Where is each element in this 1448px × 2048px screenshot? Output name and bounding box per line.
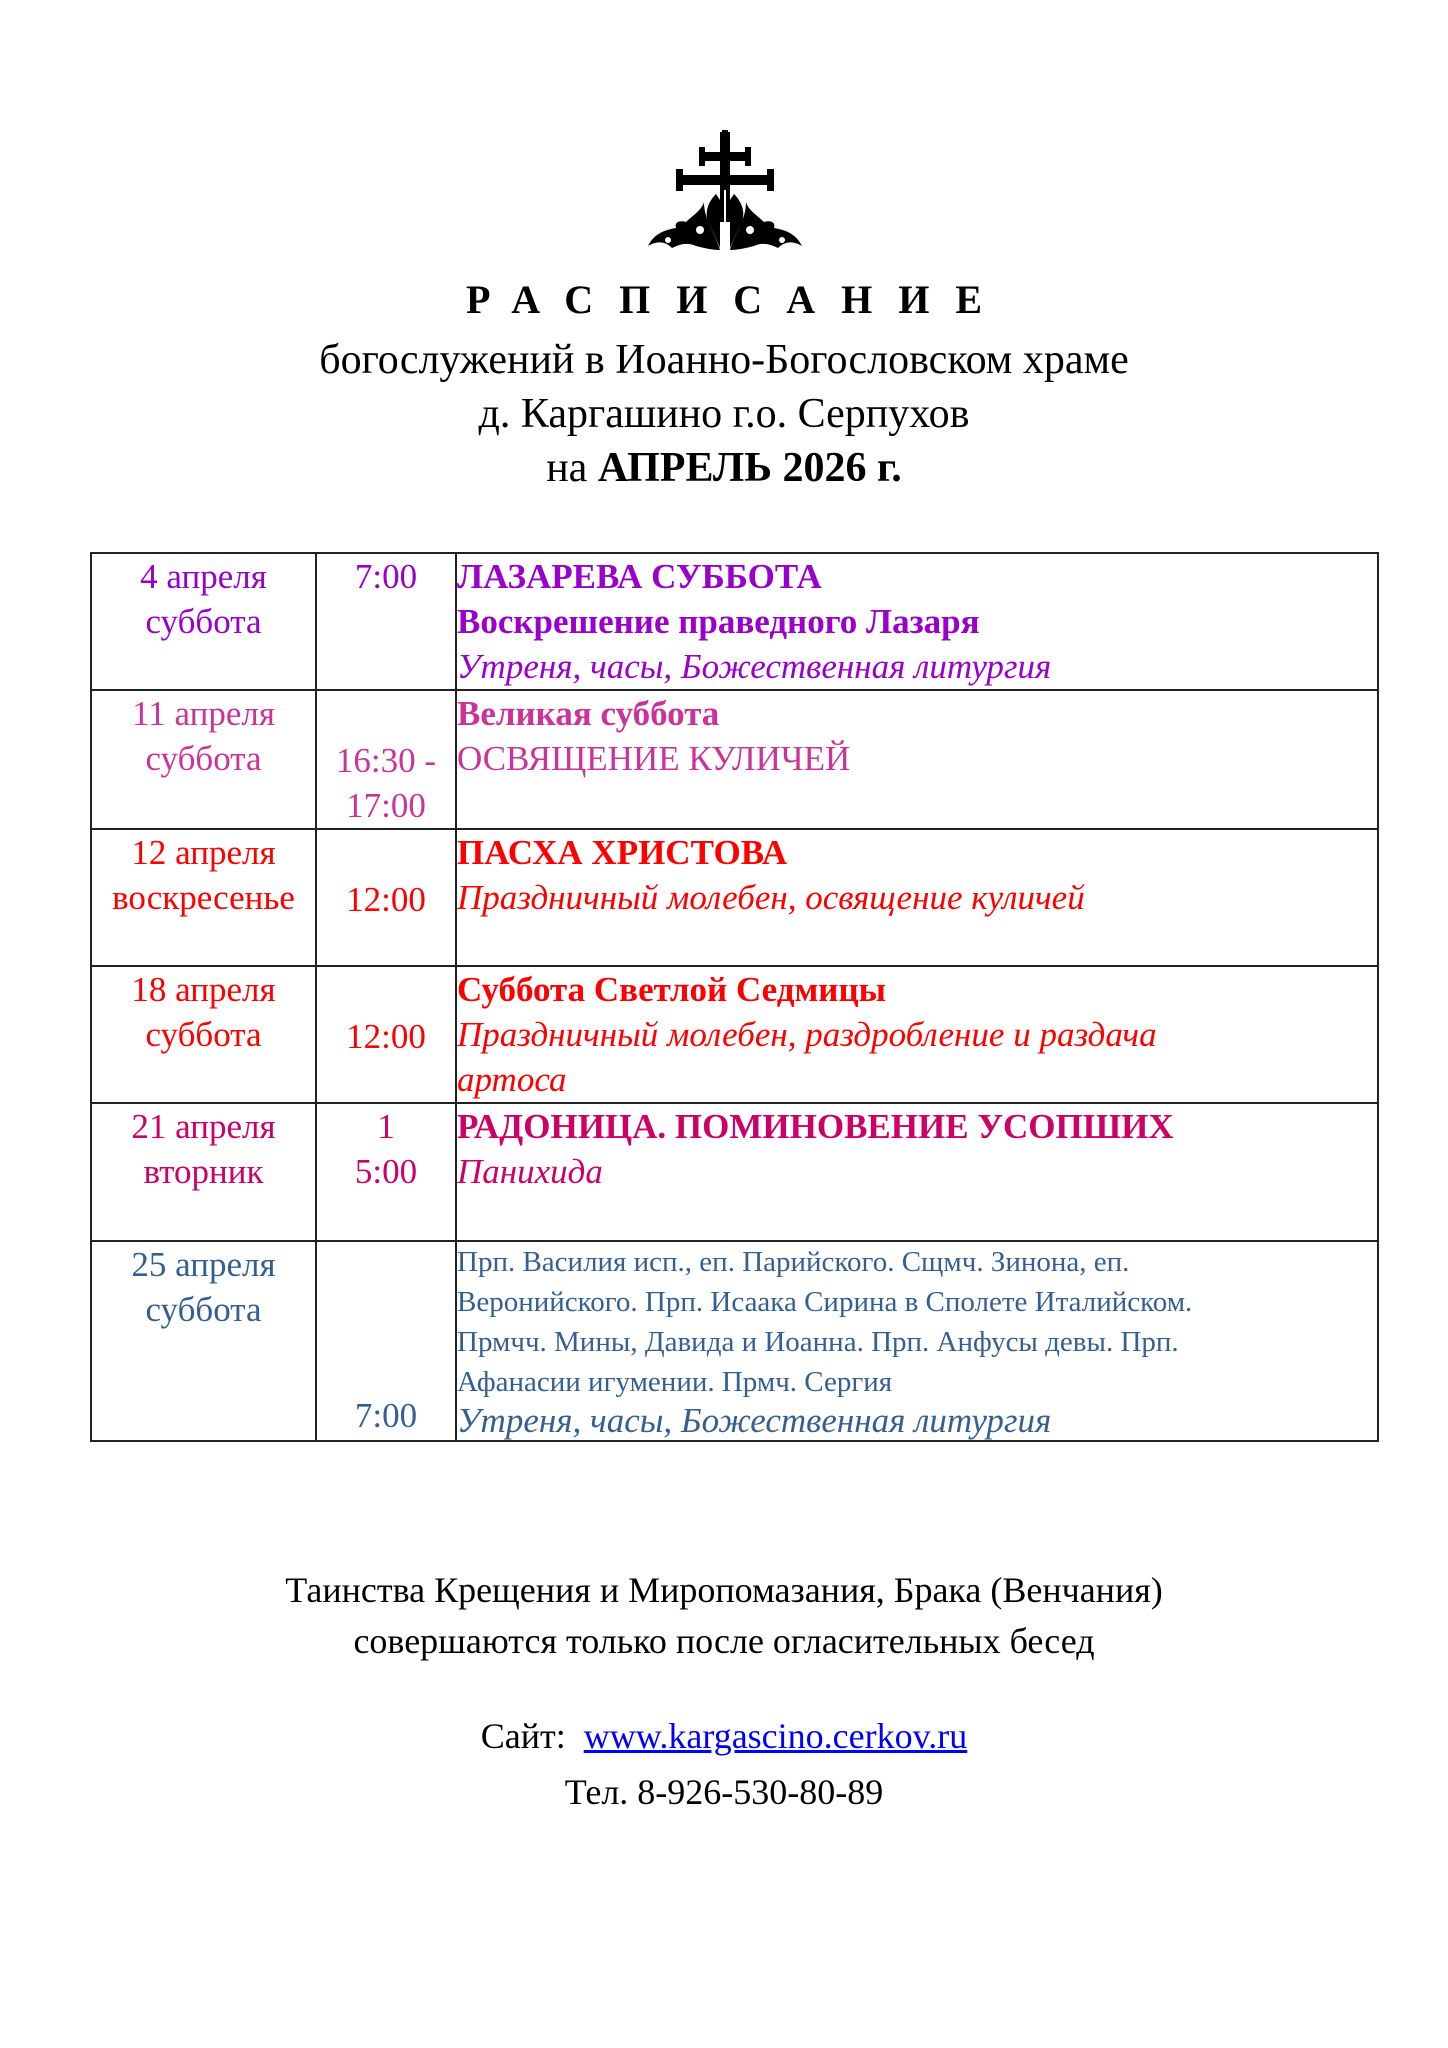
date: 4 апреля: [140, 557, 267, 596]
date: 21 апреля: [131, 1107, 276, 1146]
page-title: РАСПИСАНИЕ: [465, 277, 1008, 322]
service-name: ОСВЯЩЕНИЕ КУЛИЧЕЙ: [457, 739, 851, 778]
service-cell: [456, 1241, 1378, 1441]
table-row: [91, 829, 1378, 966]
subtitle-church: богослужений в Иоанно-Богословском храме: [319, 337, 1129, 383]
date-cell: [91, 1241, 316, 1441]
weekday: суббота: [145, 602, 262, 641]
orthodox-cross-ornament-icon: [644, 130, 806, 256]
feast-title: Великая суббота: [457, 694, 720, 733]
month-prefix: на: [546, 445, 588, 491]
date: 12 апреля: [131, 833, 276, 872]
service-cell: [456, 829, 1378, 966]
date: 18 апреля: [131, 970, 276, 1009]
table-row: [91, 1241, 1378, 1441]
service-cell: [456, 1103, 1378, 1241]
date: 11 апреля: [132, 694, 275, 733]
service-cell: [456, 966, 1378, 1103]
date-cell: [91, 1103, 316, 1241]
weekday: вторник: [143, 1152, 264, 1191]
subtitle-location: д. Каргашино г.о. Серпухов: [478, 391, 970, 437]
time-cell: [316, 1241, 456, 1441]
time: 12:00: [346, 1017, 426, 1056]
date-cell: [91, 690, 316, 829]
feast-title: Суббота Светлой Седмицы: [457, 970, 886, 1009]
subtitle-month: [0, 442, 1448, 494]
site-label: Сайт:: [480, 1716, 566, 1756]
date: 25 апреля: [131, 1245, 276, 1284]
time-cell: [316, 829, 456, 966]
service-name: Утреня, часы, Божественная литургия: [457, 647, 1052, 686]
sacraments-note-line1: Таинства Крещения и Миропомазания, Брака (Венчания): [285, 1570, 1163, 1610]
schedule-table: [90, 552, 1379, 1442]
service-cell: [456, 690, 1378, 829]
feast-title: РАДОНИЦА. ПОМИНОВЕНИЕ УСОПШИХ: [457, 1107, 1174, 1146]
time: 7:00: [354, 557, 418, 596]
time-part2: 5:00: [354, 1152, 418, 1191]
service-cell: [456, 553, 1378, 690]
feast-title: ЛАЗАРЕВА СУББОТА: [457, 557, 822, 596]
date-cell: [91, 966, 316, 1103]
time-part1: 1: [377, 1107, 395, 1146]
time-cell: [316, 966, 456, 1103]
time: 12:00: [346, 880, 426, 919]
table-row: [91, 553, 1378, 690]
site-line: [0, 1712, 1448, 1760]
weekday: суббота: [145, 1290, 262, 1329]
time-cell: [316, 553, 456, 690]
time-cell: [316, 690, 456, 829]
weekday: суббота: [145, 739, 262, 778]
time-cell: [316, 1103, 456, 1241]
service-name: Праздничный молебен, освящение куличей: [457, 878, 1085, 917]
feast-subtitle: Воскрешение праведного Лазаря: [457, 602, 980, 641]
phone: Тел. 8-926-530-80-89: [564, 1772, 884, 1812]
saints-line: Прп. Василия исп., еп. Парийского. Сщмч. Зинона, еп.: [457, 1246, 1130, 1278]
site-link[interactable]: www.kargascino.cerkov.ru: [583, 1716, 968, 1756]
time-start: 16:30 -: [335, 741, 437, 780]
service-name: Панихида: [457, 1152, 603, 1191]
service-name: Утреня, часы, Божественная литургия: [457, 1401, 1052, 1440]
date-cell: [91, 553, 316, 690]
saints-line: Прмчч. Мины, Давида и Иоанна. Прп. Анфусы девы. Прп.: [457, 1326, 1179, 1358]
weekday: воскресенье: [112, 878, 295, 917]
table-row: [91, 1103, 1378, 1241]
saints-line: Афанасии игумении. Прмч. Сергия: [457, 1366, 893, 1398]
date-cell: [91, 829, 316, 966]
sacraments-note-line2: совершаются только после огласительных бесед: [353, 1621, 1095, 1661]
feast-title: ПАСХА ХРИСТОВА: [457, 833, 788, 872]
table-row: [91, 690, 1378, 829]
service-name-line1: Праздничный молебен, раздробление и раздача: [457, 1015, 1157, 1054]
table-row: [91, 966, 1378, 1103]
weekday: суббота: [145, 1015, 262, 1054]
time: 7:00: [354, 1396, 418, 1435]
time-end: 17:00: [346, 786, 426, 825]
saints-line: Веронийского. Прп. Исаака Сирина в Сполете Италийском.: [457, 1286, 1193, 1318]
service-name-line2: артоса: [457, 1060, 567, 1099]
month-label: АПРЕЛЬ 2026 г.: [597, 445, 902, 491]
